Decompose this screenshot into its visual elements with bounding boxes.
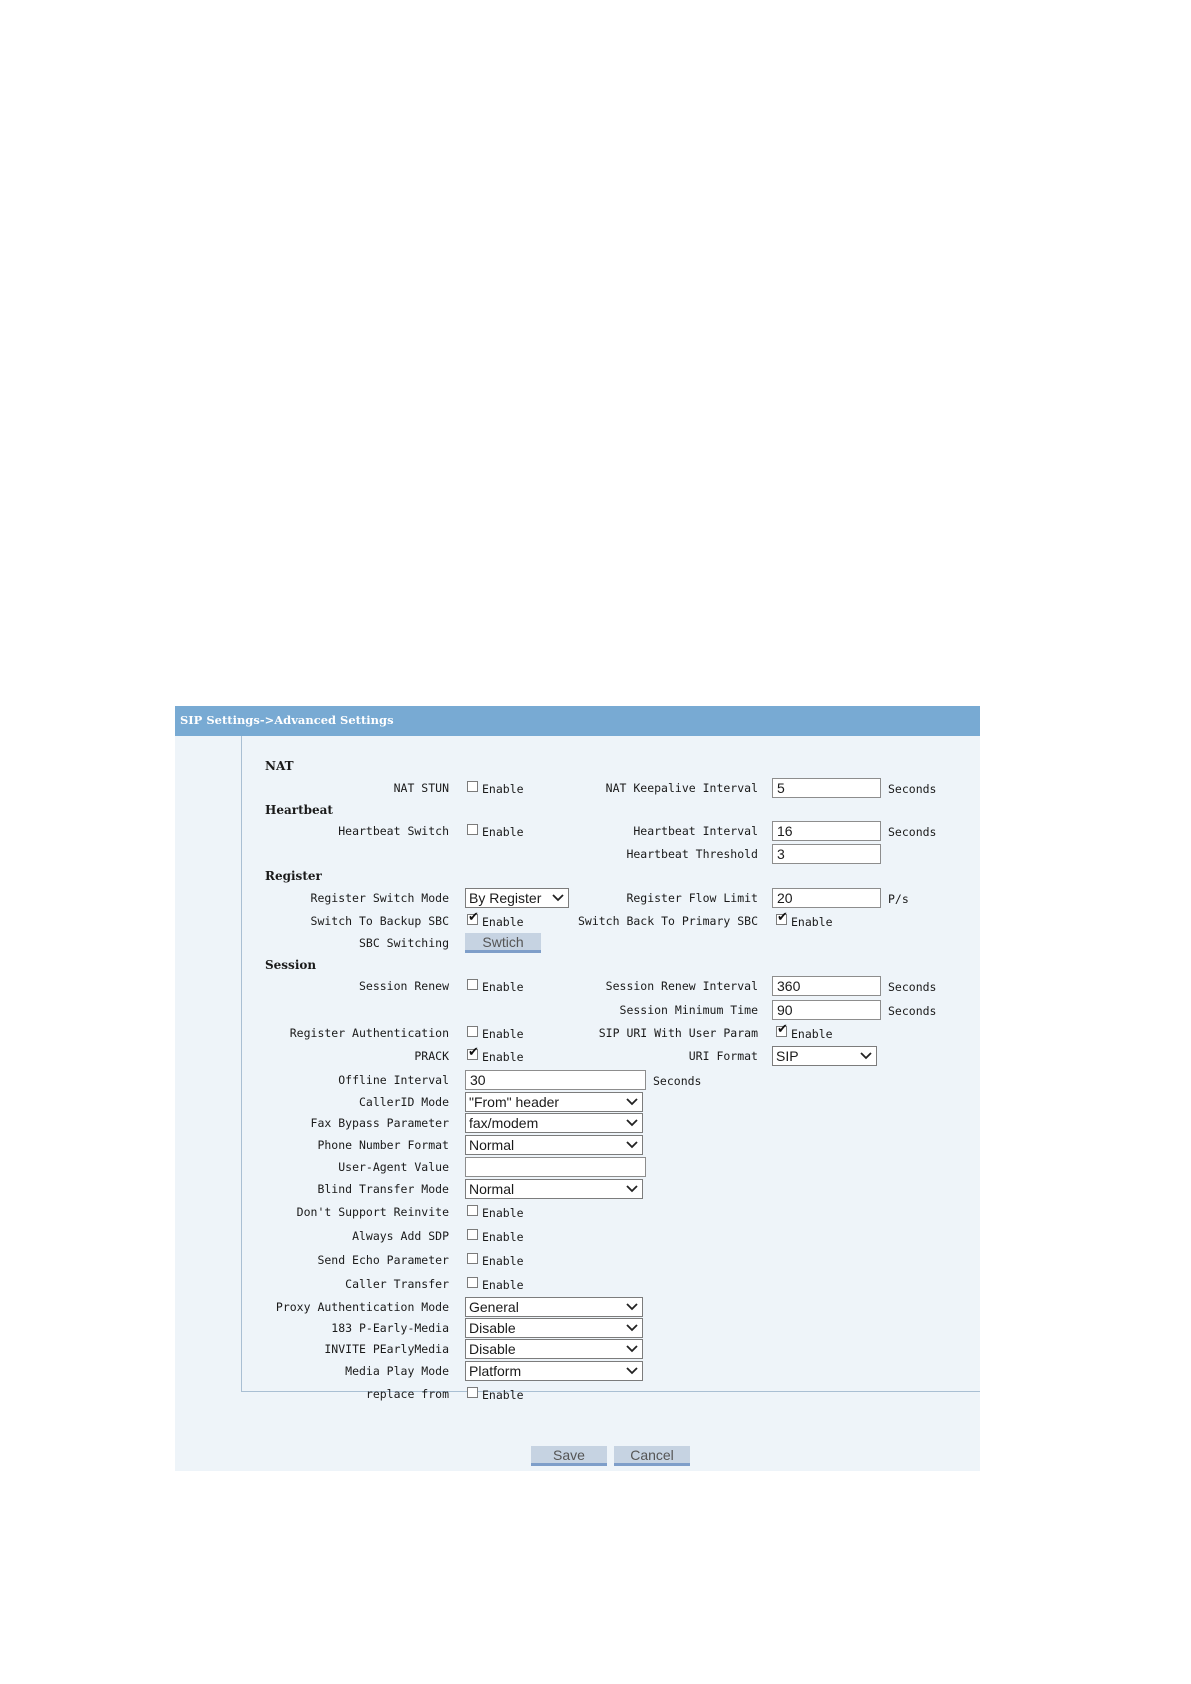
register-auth-enable-label: Enable [482,1027,524,1041]
chevron-down-icon [626,1138,638,1152]
settings-panel [175,706,980,1471]
chevron-down-icon [626,1342,638,1356]
switch-back-primary-label: Switch Back To Primary SBC [577,914,758,928]
send-echo-label: Send Echo Parameter [317,1253,449,1267]
divider-horizontal [241,1391,980,1392]
section-register: Register [265,869,322,883]
phone-format-select[interactable] [465,1135,643,1155]
sbc-switch-button[interactable]: Swtich [465,933,541,953]
sip-uri-user-checkbox[interactable] [776,1022,788,1037]
register-switch-mode-value: By Register [469,890,542,906]
phone-format-label: Phone Number Format [317,1138,449,1152]
nat-keepalive-unit: Seconds [888,782,937,796]
reinvite-label: Don't Support Reinvite [296,1205,449,1219]
heartbeat-switch-checkbox[interactable] [467,824,478,835]
switch-to-backup-checkbox[interactable] [467,910,479,925]
prack-checkbox[interactable] [467,1045,479,1060]
chevron-down-icon [626,1364,638,1378]
nat-stun-enable-label: Enable [482,782,524,796]
offline-interval-unit: Seconds [653,1074,702,1088]
sip-uri-user-enable-label: Enable [791,1027,833,1041]
heartbeat-threshold-label: Heartbeat Threshold [626,847,758,861]
register-switch-mode-select[interactable] [465,888,569,908]
caller-transfer-label: Caller Transfer [345,1277,449,1291]
heartbeat-threshold-input[interactable]: 3 [772,844,881,864]
uri-format-label: URI Format [688,1049,758,1063]
proxy-auth-value: General [469,1299,519,1315]
register-auth-label: Register Authentication [289,1026,449,1040]
chevron-down-icon [626,1116,638,1130]
chevron-down-icon [860,1049,872,1063]
chevron-down-icon [626,1321,638,1335]
user-agent-input[interactable] [465,1157,646,1177]
cancel-button[interactable]: Cancel [614,1446,690,1466]
reinvite-checkbox[interactable] [467,1205,478,1216]
chevron-down-icon [552,891,564,905]
heartbeat-switch-enable-label: Enable [482,825,524,839]
callerid-mode-value: "From" header [469,1094,560,1110]
heartbeat-interval-unit: Seconds [888,825,937,839]
sbc-switching-label: SBC Switching [358,936,449,950]
register-flow-limit-unit: P/s [888,892,909,906]
blind-transfer-value: Normal [469,1181,515,1197]
section-heartbeat: Heartbeat [265,803,333,817]
nat-keepalive-label: NAT Keepalive Interval [605,781,758,795]
fax-bypass-select[interactable] [465,1113,643,1133]
invite-early-media-select[interactable] [465,1339,643,1359]
replace-from-enable-label: Enable [482,1388,524,1402]
replace-from-checkbox[interactable] [467,1387,478,1398]
section-nat: NAT [265,759,294,773]
media-play-mode-label: Media Play Mode [345,1364,449,1378]
reinvite-enable-label: Enable [482,1206,524,1220]
fax-bypass-value: fax/modem [469,1115,539,1131]
session-renew-checkbox[interactable] [467,979,478,990]
prack-label: PRACK [414,1049,449,1063]
save-button[interactable]: Save [531,1446,607,1466]
replace-from-label: replace from [365,1387,449,1401]
switch-to-backup-enable-label: Enable [482,915,524,929]
chevron-down-icon [626,1300,638,1314]
prack-enable-label: Enable [482,1050,524,1064]
p183-early-media-value: Disable [469,1320,516,1336]
register-switch-mode-label: Register Switch Mode [310,891,449,905]
nat-stun-checkbox[interactable] [467,781,478,792]
invite-early-media-value: Disable [469,1341,516,1357]
heartbeat-switch-label: Heartbeat Switch [338,824,449,838]
offline-interval-input[interactable]: 30 [465,1070,646,1090]
always-add-sdp-label: Always Add SDP [352,1229,449,1243]
send-echo-checkbox[interactable] [467,1253,478,1264]
proxy-auth-select[interactable] [465,1297,643,1317]
checkmark-icon: ✔ [777,910,788,925]
offline-interval-label: Offline Interval [338,1073,449,1087]
switch-to-backup-label: Switch To Backup SBC [310,914,449,928]
session-renew-label: Session Renew [358,979,449,993]
page-title: SIP Settings->Advanced Settings [180,713,394,727]
session-renew-enable-label: Enable [482,980,524,994]
nat-keepalive-input[interactable]: 5 [772,778,881,798]
register-auth-checkbox[interactable] [467,1026,478,1037]
title-bar [175,706,980,736]
divider-vertical [241,736,242,1392]
sip-uri-user-label: SIP URI With User Param [598,1026,758,1040]
register-flow-limit-label: Register Flow Limit [626,891,758,905]
session-min-time-label: Session Minimum Time [619,1003,758,1017]
invite-early-media-label: INVITE PEarlyMedia [324,1342,449,1356]
callerid-mode-label: CallerID Mode [358,1095,449,1109]
proxy-auth-label: Proxy Authentication Mode [275,1300,449,1314]
session-renew-interval-label: Session Renew Interval [605,979,758,993]
p183-early-media-select[interactable] [465,1318,643,1338]
user-agent-label: User-Agent Value [338,1160,449,1174]
switch-back-primary-enable-label: Enable [791,915,833,929]
chevron-down-icon [626,1182,638,1196]
session-min-time-unit: Seconds [888,1004,937,1018]
session-renew-interval-unit: Seconds [888,980,937,994]
callerid-mode-select[interactable] [465,1092,643,1112]
session-min-time-input[interactable]: 90 [772,1000,881,1020]
caller-transfer-checkbox[interactable] [467,1277,478,1288]
checkmark-icon: ✔ [777,1022,788,1037]
uri-format-select[interactable] [772,1046,877,1066]
p183-early-media-label: 183 P-Early-Media [331,1321,449,1335]
send-echo-enable-label: Enable [482,1254,524,1268]
media-play-mode-value: Platform [469,1363,522,1379]
chevron-down-icon [626,1095,638,1109]
blind-transfer-label: Blind Transfer Mode [317,1182,449,1196]
always-add-sdp-enable-label: Enable [482,1230,524,1244]
caller-transfer-enable-label: Enable [482,1278,524,1292]
switch-back-primary-checkbox[interactable] [776,910,788,925]
register-flow-limit-input[interactable]: 20 [772,888,881,908]
heartbeat-interval-label: Heartbeat Interval [633,824,758,838]
phone-format-value: Normal [469,1137,515,1153]
always-add-sdp-checkbox[interactable] [467,1229,478,1240]
heartbeat-interval-input[interactable]: 16 [772,821,881,841]
blind-transfer-select[interactable] [465,1179,643,1199]
fax-bypass-label: Fax Bypass Parameter [310,1116,449,1130]
uri-format-value: SIP [776,1048,799,1064]
session-renew-interval-input[interactable]: 360 [772,976,881,996]
section-session: Session [265,958,317,972]
checkmark-icon: ✔ [468,910,479,925]
media-play-mode-select[interactable] [465,1361,643,1381]
checkmark-icon: ✔ [468,1045,479,1060]
nat-stun-label: NAT STUN [393,781,449,795]
